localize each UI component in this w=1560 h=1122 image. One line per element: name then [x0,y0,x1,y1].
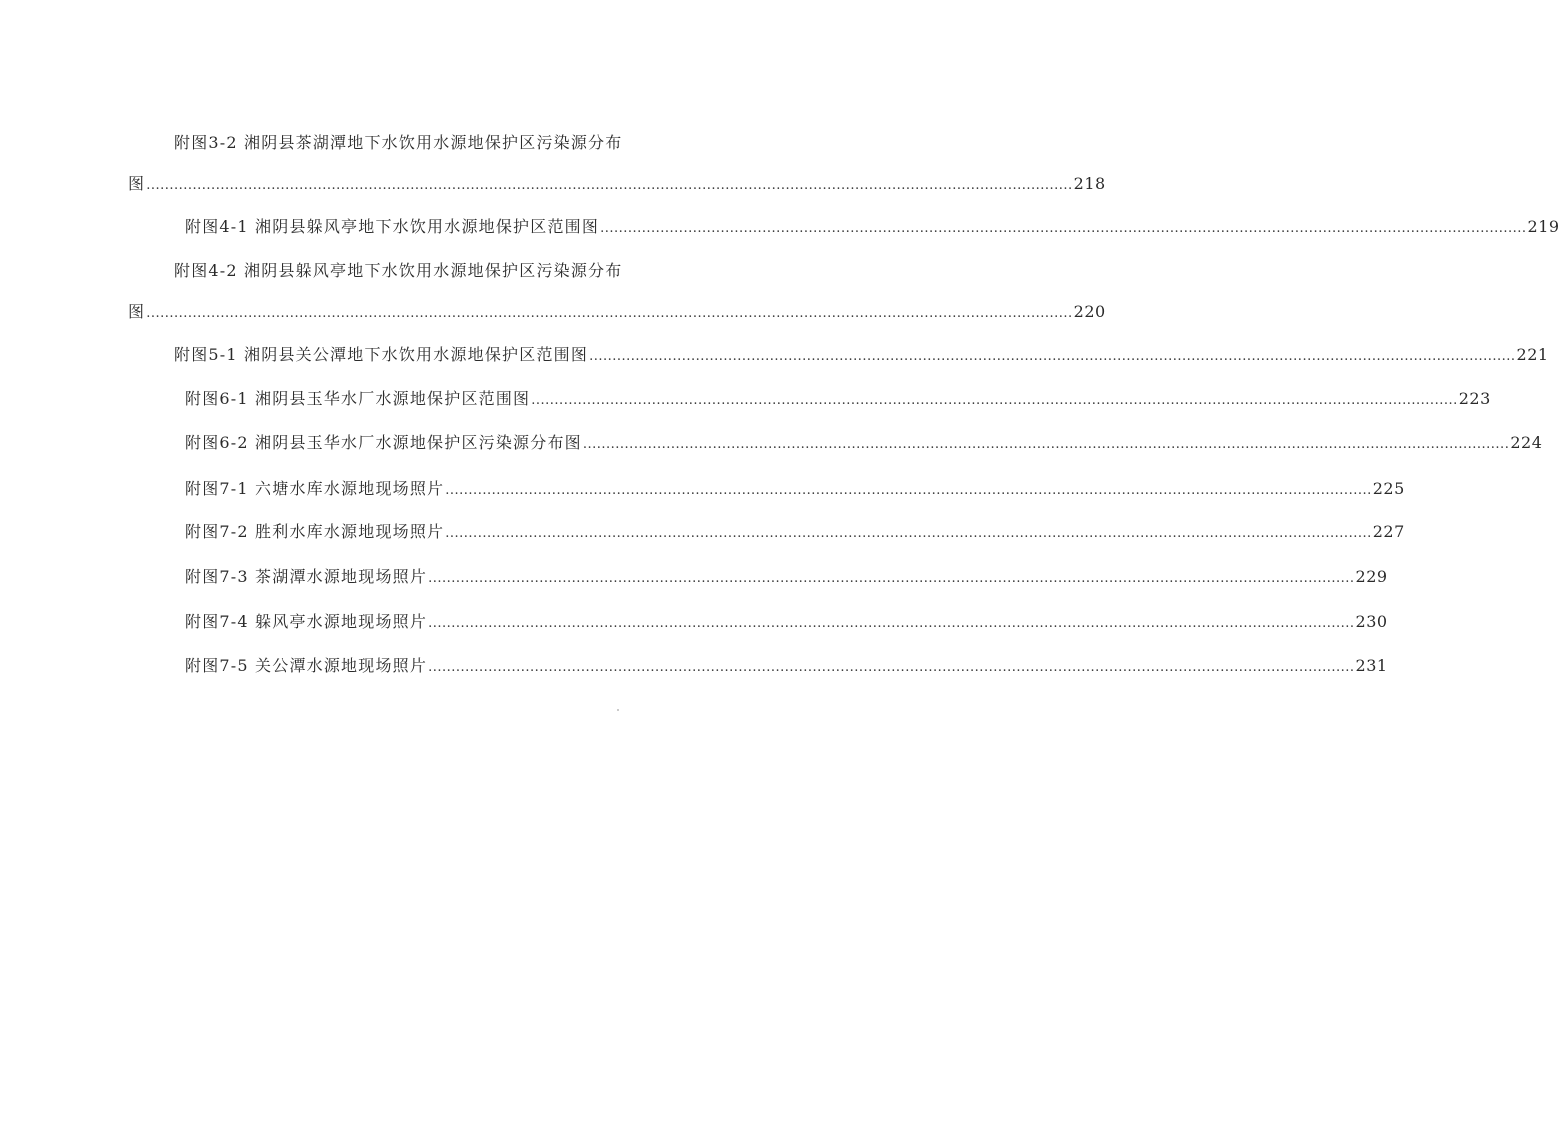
toc-page-number: 229 [1355,567,1388,586]
toc-entry-line [185,656,1388,678]
toc-entry-line [185,217,1560,239]
dot-leader: ........................................................................................................................................................................................................ [445,526,1372,541]
toc-entry-title: 附图7-5 关公潭水源地现场照片 [185,656,428,675]
toc-entry-title: 附图7-1 六塘水库水源地现场照片 [185,479,445,498]
toc-entry-title: 附图3-2 湘阴县茶湖潭地下水饮用水源地保护区污染源分布 [174,133,623,152]
toc-entry-line [174,133,654,153]
dot-leader: ........................................................................................................................................................................................................ [428,660,1355,675]
toc-page-number: 231 [1355,656,1388,675]
toc-entry-line [185,479,1405,501]
toc-entry-line [185,389,1491,411]
toc-entry-title: 附图4-2 湘阴县躲风亭地下水饮用水源地保护区污染源分布 [174,261,623,280]
toc-entry-line [174,261,654,281]
toc-entry-title: 附图6-2 湘阴县玉华水厂水源地保护区污染源分布图 [185,433,582,452]
toc-entry-title-continued: 图 [128,174,146,193]
toc-entry-title: 附图7-3 茶湖潭水源地现场照片 [185,567,428,586]
toc-entry-title-continued: 图 [128,302,146,321]
toc-entry-title: 附图6-1 湘阴县玉华水厂水源地保护区范围图 [185,389,531,408]
toc-page-number: 221 [1516,345,1549,364]
toc-entry-line [185,522,1405,544]
toc-entry-line [128,302,1106,324]
toc-entry-title: 附图7-4 躲风亭水源地现场照片 [185,612,428,631]
dot-leader: ........................................................................................................................................................................................................ [428,571,1355,586]
toc-page-number: 223 [1458,389,1491,408]
dot-leader: ........................................................................................................................................................................................................ [589,349,1516,364]
dot-leader: ........................................................................................................................................................................................................ [445,483,1372,498]
toc-page-number: 225 [1372,479,1405,498]
dot-leader: ........................................................................................................................................................................................................ [600,221,1527,236]
toc-entry-line [185,612,1388,634]
toc-entry-title: 附图5-1 湘阴县关公潭地下水饮用水源地保护区范围图 [174,345,589,364]
dot-leader: ........................................................................................................................................................................................................ [531,393,1458,408]
toc-page-number: 219 [1527,217,1560,236]
toc-page-number: 224 [1510,433,1543,452]
toc-entry-line [128,174,1106,196]
toc-entry-title: 附图4-1 湘阴县躲风亭地下水饮用水源地保护区范围图 [185,217,600,236]
toc-page-number: 218 [1073,174,1106,193]
dot-leader: ........................................................................................................................................................................................................ [582,437,1510,452]
toc-entry-title: 附图7-2 胜利水库水源地现场照片 [185,522,445,541]
toc-page-number: 230 [1355,612,1388,631]
toc-entry-line [174,345,1549,367]
toc-entry-line [185,433,1543,455]
toc-page-number: 220 [1073,302,1106,321]
dot-leader: ........................................................................................................................................................................................................ [146,178,1073,193]
dot-leader: ........................................................................................................................................................................................................ [428,616,1355,631]
scan-speck [617,709,619,711]
toc-page-number: 227 [1372,522,1405,541]
dot-leader: ........................................................................................................................................................................................................ [146,306,1073,321]
toc-entry-line [185,567,1388,589]
